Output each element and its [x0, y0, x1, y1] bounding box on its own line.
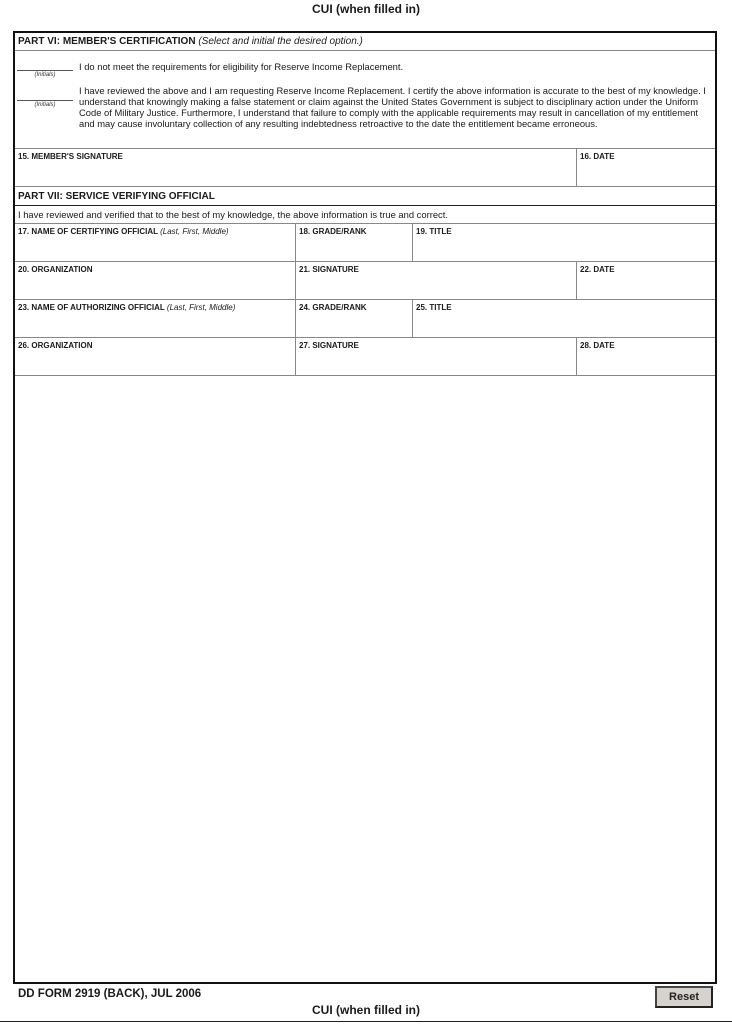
- initials-input-2[interactable]: [17, 91, 73, 101]
- f22-label: 22. DATE: [580, 265, 615, 274]
- f19-label: 19. TITLE: [416, 227, 452, 236]
- f24-label: 24. GRADE/RANK: [299, 303, 367, 312]
- option-text-1: I do not meet the requirements for eligibility for Reserve Income Replacement.: [79, 61, 404, 72]
- certifying-date-field[interactable]: [577, 262, 715, 299]
- cui-marking-top: CUI (when filled in): [312, 2, 420, 16]
- certifying-official-row: [15, 224, 715, 262]
- f20-label: 20. ORGANIZATION: [18, 265, 93, 274]
- authorizing-organization-field[interactable]: [15, 338, 296, 375]
- certifying-title-field[interactable]: [413, 224, 715, 261]
- authorizing-grade-field[interactable]: [296, 300, 413, 337]
- cui-marking-bottom: CUI (when filled in): [312, 1003, 420, 1017]
- part7-title: PART VII: SERVICE VERIFYING OFFICIAL: [18, 191, 215, 202]
- authorizing-org-row: [15, 338, 715, 376]
- part6-instruction: (Select and initial the desired option.): [198, 36, 363, 47]
- member-signature-row: [15, 149, 715, 187]
- authorizing-signature-field[interactable]: [296, 338, 577, 375]
- f26-label: 26. ORGANIZATION: [18, 341, 93, 350]
- authorizing-official-row: [15, 300, 715, 338]
- f27-label: 27. SIGNATURE: [299, 341, 359, 350]
- authorizing-date-field[interactable]: [577, 338, 715, 375]
- initials-input-1[interactable]: [17, 61, 73, 71]
- initials-label-2: (Initials): [34, 102, 56, 108]
- f28-label: 28. DATE: [580, 341, 615, 350]
- member-date-label: 16. DATE: [580, 152, 615, 161]
- certifying-grade-field[interactable]: [296, 224, 413, 261]
- part6-title: PART VI: MEMBER'S CERTIFICATION: [18, 36, 196, 47]
- f23-hint: (Last, First, Middle): [166, 303, 236, 312]
- part7-statement: I have reviewed and verified that to the best of my knowledge, the above information is true and correct.: [18, 209, 448, 220]
- f25-label: 25. TITLE: [416, 303, 452, 312]
- f23-label: 23. NAME OF AUTHORIZING OFFICIAL: [18, 303, 165, 312]
- certifying-official-name-field[interactable]: [15, 224, 296, 261]
- certification-options: [15, 51, 715, 149]
- initials-label-1: (Initials): [34, 72, 56, 78]
- f17-hint: (Last, First, Middle): [160, 227, 229, 236]
- reset-button[interactable]: Reset: [655, 986, 713, 1008]
- blank-area: [15, 376, 715, 982]
- f21-label: 21. SIGNATURE: [299, 265, 359, 274]
- page-bottom-divider: [0, 1021, 732, 1022]
- authorizing-official-name-field[interactable]: [15, 300, 296, 337]
- f17-label: 17. NAME OF CERTIFYING OFFICIAL: [18, 227, 158, 236]
- part7-header: [15, 187, 715, 206]
- initials-field-1[interactable]: [17, 61, 73, 78]
- member-date-field[interactable]: [577, 149, 715, 186]
- initials-field-2[interactable]: [17, 91, 73, 108]
- certifying-signature-field[interactable]: [296, 262, 577, 299]
- f18-label: 18. GRADE/RANK: [299, 227, 367, 236]
- form-identifier: DD FORM 2919 (BACK), JUL 2006: [18, 988, 202, 1000]
- certifying-organization-field[interactable]: [15, 262, 296, 299]
- authorizing-title-field[interactable]: [413, 300, 715, 337]
- certifying-org-row: [15, 262, 715, 300]
- part6-header: [15, 33, 715, 51]
- option-text-2: I have reviewed the above and I am requesting Reserve Income Replacement. I certify the above information is accurate to the best of my knowledge. I understand that knowingly making a false statement or claim against the United States Government is subject to disciplinary action under the Uniform Code of Military Justice. Furthermore, I understand that failure to comply with the applicable requirements may result in cancellation of my entitlement and may cause involuntary collection of any resulting indebtedness retroactive to the date the entitlement became erroneous.: [79, 85, 706, 129]
- member-signature-field[interactable]: [15, 149, 577, 186]
- part7-statement-row: [15, 206, 715, 224]
- form-body: [13, 31, 717, 984]
- member-signature-label: 15. MEMBER'S SIGNATURE: [18, 152, 123, 161]
